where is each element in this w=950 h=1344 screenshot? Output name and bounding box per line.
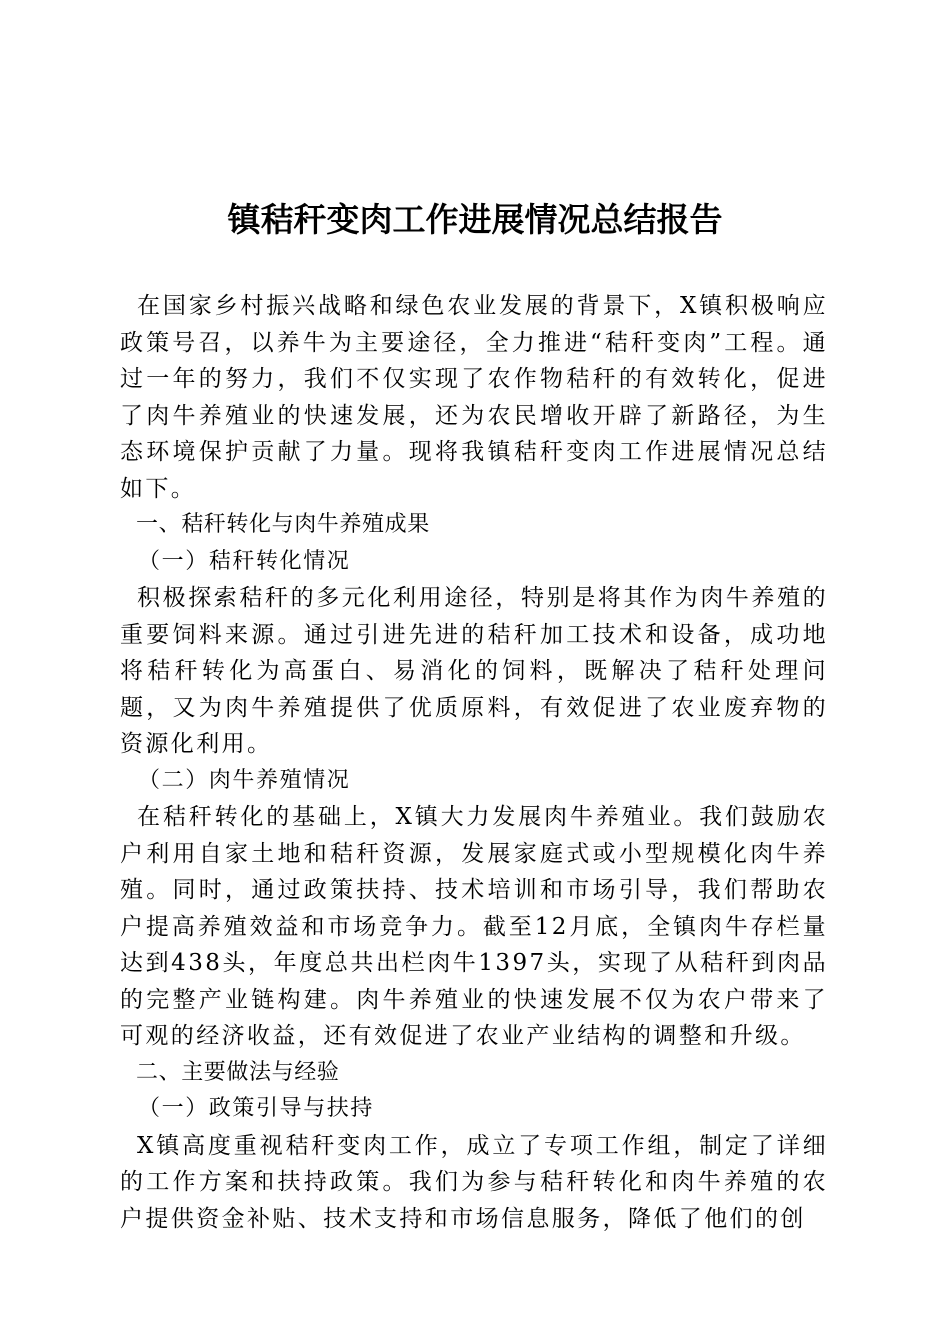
section-1-1-heading: （一）秸秆转化情况 [138,548,351,574]
section-1-heading: 一、秸秆转化与肉牛养殖成果 [136,512,430,537]
section-2-1-heading: （一）政策引导与扶持 [138,1096,375,1121]
section-1-1-paragraph: 积极探索秸秆的多元化利用途径，特别是将其作为肉牛养殖的重要饲料来源。通过引进先进的秸秆加工技术和设备，成功地将秸秆转化为高蛋白、易消化的饲料，既解决了秸秆处理问题，又为肉牛养殖提供了优质原料，有效促进了农业废弃物的资源化利用。 [120,585,828,757]
document-title: 镇秸秆变肉工作进展情况总结报告 [227,200,723,239]
section-1-2-heading: （二）肉牛养殖情况 [138,767,351,793]
section-2-1-paragraph: X镇高度重视秸秆变肉工作，成立了专项工作组，制定了详细的工作方案和扶持政策。我们为参与秸秆转化和肉牛养殖的农户提供资金补贴、技术支持和市场信息服务，降低了他们的创 [120,1132,828,1232]
section-2-heading: 二、主要做法与经验 [136,1059,340,1085]
section-1-2-paragraph: 在秸秆转化的基础上，X镇大力发展肉牛养殖业。我们鼓励农户利用自家土地和秸秆资源，发展家庭式或小型规模化肉牛养殖。同时，通过政策扶持、技术培训和市场引导，我们帮助农户提高养殖效益和市场竞争力。截至12月底，全镇肉牛存栏量达到438头，年度总共出栏肉牛1397头，实现了从秸秆到肉品的完整产业链构建。肉牛养殖业的快速发展不仅为农户带来了可观的经济收益，还有效促进了农业产业结构的调整和升级。 [120,804,828,1049]
document-body [120,288,828,1237]
intro-paragraph: 在国家乡村振兴战略和绿色农业发展的背景下，X镇积极响应政策号召，以养牛为主要途径，全力推进“秸秆变肉”工程。通过一年的努力，我们不仅实现了农作物秸秆的有效转化，促进了肉牛养殖业的快速发展，还为农民增收开辟了新路径，为生态环境保护贡献了力量。现将我镇秸秆变肉工作进展情况总结如下。 [120,293,828,502]
